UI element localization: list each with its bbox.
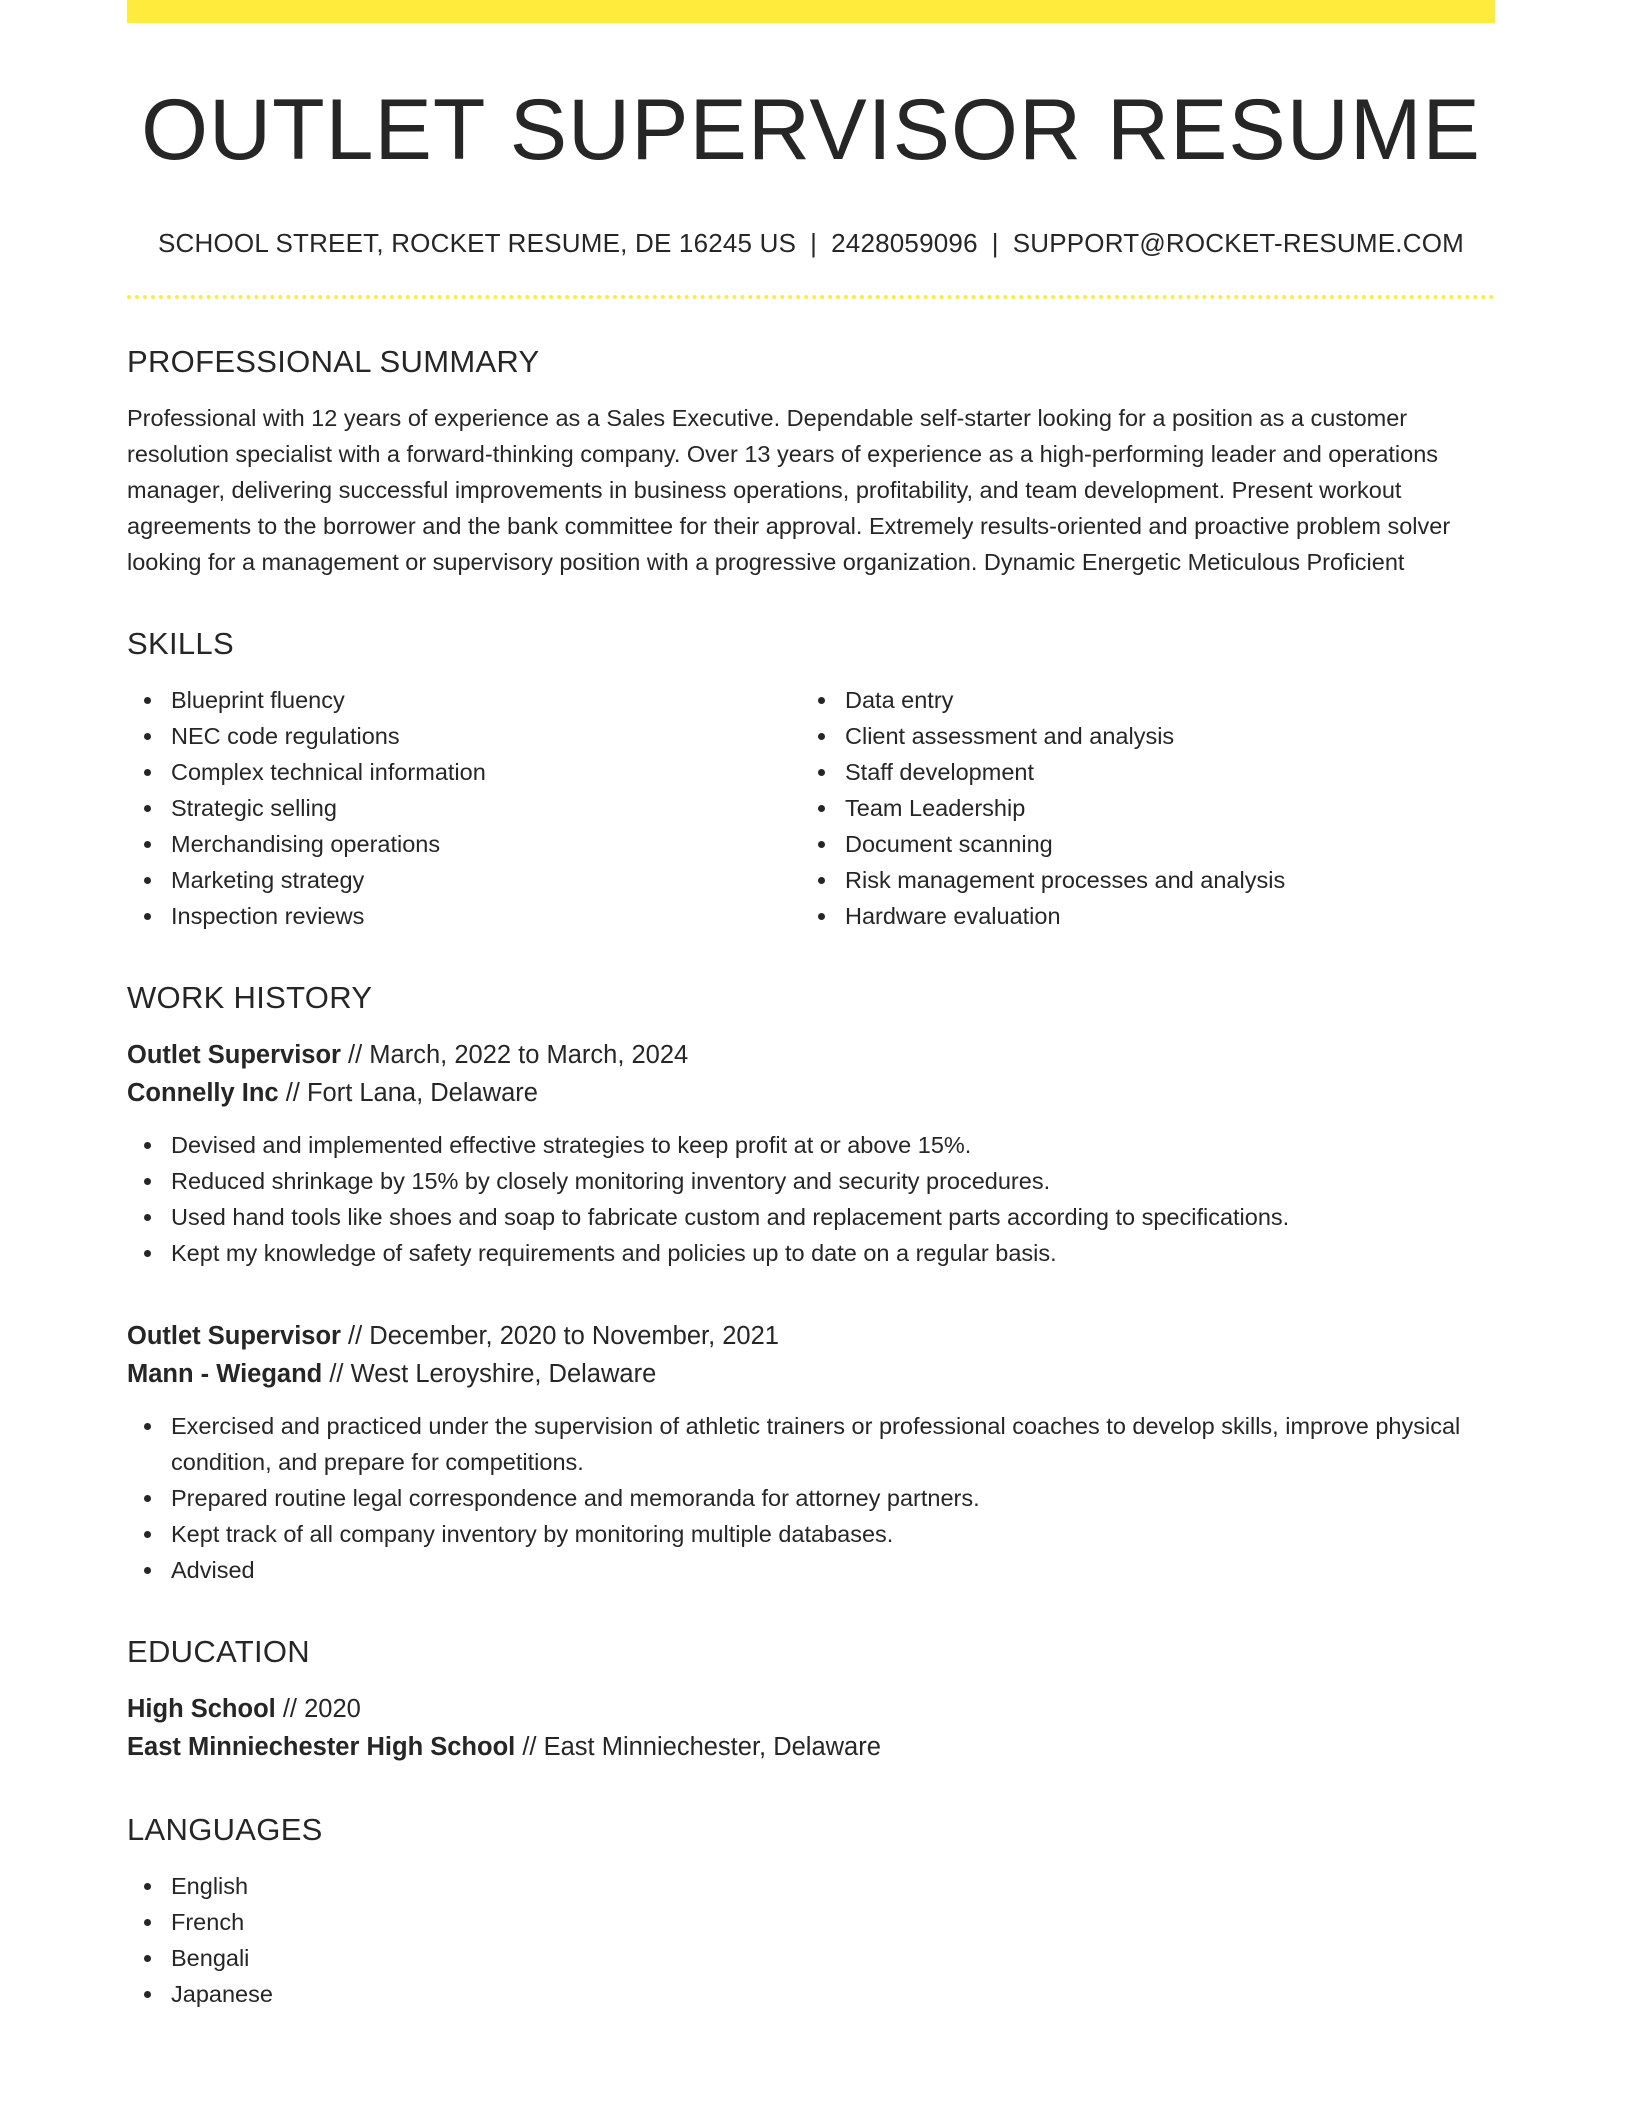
contact-email: SUPPORT@ROCKET-RESUME.COM — [1012, 227, 1464, 258]
job-duty: Exercised and practiced under the supervision of athletic trainers or professional coaches to develop skills, improve physical condition, and prepare for competitions. — [127, 1408, 1495, 1480]
education-degree: High School — [127, 1694, 276, 1723]
summary-text: Professional with 12 years of experience as a Sales Executive. Dependable self-starter looking for a position as a customer resolution specialist with a forward-thinking company. Over 13 years of experience as a high-performing leader and operations manager, delivering successful improvements in business operations, profitability, and team development. Present workout agreements to the borrower and the bank committee for their approval. Extremely results-oriented and proactive problem solver looking for a management or supervisory position with a progressive organization. Dynamic Energetic Meticulous Proficient — [127, 404, 1451, 575]
language-item: Bengali — [127, 1940, 1495, 1976]
job-title: Outlet Supervisor — [127, 1040, 341, 1069]
education-section — [127, 1634, 1495, 1766]
skills-list-left — [127, 682, 801, 934]
skills-heading: SKILLS — [127, 625, 234, 661]
skill-item: Marketing strategy — [127, 862, 801, 898]
job-entry — [127, 1036, 1495, 1271]
job-company: Mann - Wiegand — [127, 1359, 323, 1388]
languages-heading: LANGUAGES — [127, 1811, 323, 1847]
job-title-line — [127, 1317, 1495, 1355]
education-location: // East Minniechester, Delaware — [515, 1732, 881, 1761]
contact-phone: 2428059096 — [831, 227, 978, 258]
job-duty: Devised and implemented effective strategies to keep profit at or above 15%. — [127, 1127, 1495, 1163]
summary-section — [127, 344, 1495, 580]
skill-item: Staff development — [801, 754, 1475, 790]
skill-item: Risk management processes and analysis — [801, 862, 1475, 898]
job-location: // Fort Lana, Delaware — [278, 1078, 538, 1107]
language-item: English — [127, 1868, 1495, 1904]
summary-heading: PROFESSIONAL SUMMARY — [127, 343, 540, 379]
job-company-line — [127, 1074, 1495, 1112]
languages-section — [127, 1812, 1495, 2012]
languages-list — [127, 1868, 1495, 2012]
education-school: East Minniechester High School — [127, 1732, 516, 1761]
job-duties-list — [127, 1127, 1495, 1271]
job-company: Connelly Inc — [127, 1078, 279, 1107]
resume-title: OUTLET SUPERVISOR RESUME — [141, 82, 1481, 178]
contact-line — [127, 228, 1495, 259]
education-year: // 2020 — [275, 1694, 361, 1723]
job-duty: Kept track of all company inventory by monitoring multiple databases. — [127, 1516, 1495, 1552]
contact-separator: | — [991, 227, 999, 258]
skill-item: Data entry — [801, 682, 1475, 718]
language-item: Japanese — [127, 1976, 1495, 2012]
skill-item: Complex technical information — [127, 754, 801, 790]
skill-item: Strategic selling — [127, 790, 801, 826]
skill-item: Hardware evaluation — [801, 898, 1475, 934]
skill-item: Inspection reviews — [127, 898, 801, 934]
job-duty: Prepared routine legal correspondence and memoranda for attorney partners. — [127, 1480, 1495, 1516]
skill-item: Document scanning — [801, 826, 1475, 862]
work-history-section — [127, 980, 1495, 1588]
work-history-heading: WORK HISTORY — [127, 979, 373, 1015]
skill-item: Client assessment and analysis — [801, 718, 1475, 754]
contact-separator: | — [810, 227, 818, 258]
skills-section — [127, 626, 1495, 934]
resume-page — [127, 0, 1495, 2012]
skills-list-right — [801, 682, 1475, 934]
job-duty: Kept my knowledge of safety requirements and policies up to date on a regular basis. — [127, 1235, 1495, 1271]
job-duty: Advised — [127, 1552, 1495, 1588]
job-duty: Used hand tools like shoes and soap to fabricate custom and replacement parts according to specifications. — [127, 1199, 1495, 1235]
job-duties-list — [127, 1408, 1495, 1588]
dotted-divider — [127, 295, 1495, 299]
job-location: // West Leroyshire, Delaware — [322, 1359, 657, 1388]
accent-top-bar — [127, 0, 1495, 23]
education-heading: EDUCATION — [127, 1633, 310, 1669]
education-school-line — [127, 1728, 1495, 1766]
skill-item: NEC code regulations — [127, 718, 801, 754]
job-title: Outlet Supervisor — [127, 1321, 341, 1350]
education-degree-line — [127, 1690, 1495, 1728]
skills-columns — [127, 682, 1495, 934]
contact-address: SCHOOL STREET, ROCKET RESUME, DE 16245 US — [158, 227, 797, 258]
job-company-line — [127, 1355, 1495, 1393]
language-item: French — [127, 1904, 1495, 1940]
job-dates: // March, 2022 to March, 2024 — [340, 1040, 689, 1069]
job-entry — [127, 1317, 1495, 1588]
skill-item: Merchandising operations — [127, 826, 801, 862]
job-duty: Reduced shrinkage by 15% by closely monitoring inventory and security procedures. — [127, 1163, 1495, 1199]
job-dates: // December, 2020 to November, 2021 — [340, 1321, 779, 1350]
skill-item: Blueprint fluency — [127, 682, 801, 718]
job-title-line — [127, 1036, 1495, 1074]
skill-item: Team Leadership — [801, 790, 1475, 826]
